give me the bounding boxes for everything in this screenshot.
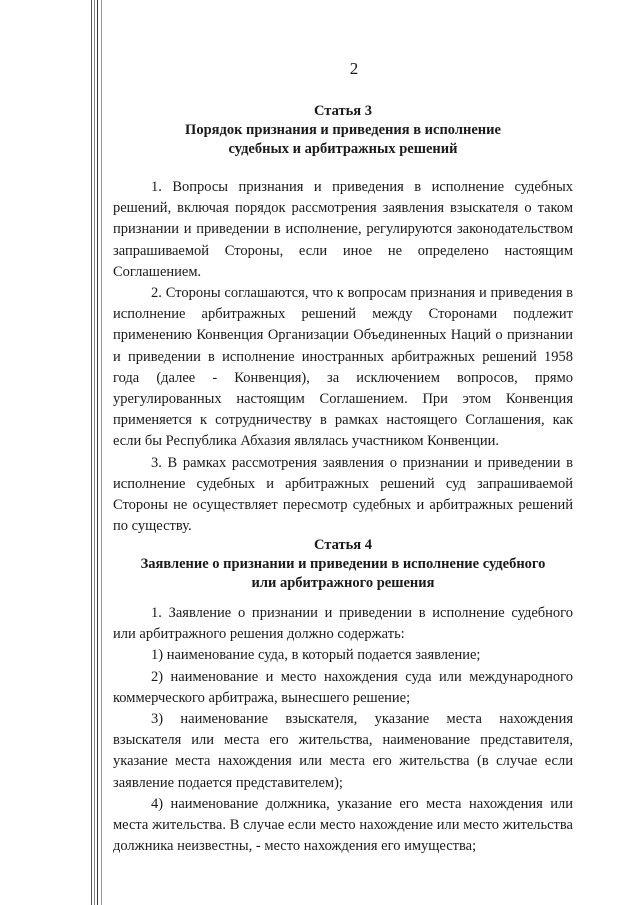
binding-line bbox=[91, 0, 92, 905]
article-4 bbox=[113, 536, 573, 593]
article-4-intro: 1. Заявление о признании и приведении в исполнение судебного или арбитражного решения должно содержать: bbox=[113, 605, 573, 643]
article-4-item-4: 4) наименование должника, указание его места нахождения или места жительства. В случае если место нахождение или место жительства должника неизвестны, - место нахождения его имущества; bbox=[113, 795, 573, 855]
article-3-paragraph-3: 3. В рамках рассмотрения заявления о признании и приведении в исполнение судебных и арбитражных решений суд запрашиваемой Стороны не осуществляет пересмотр судебных и арбитражных решений по существу. bbox=[113, 454, 573, 535]
article-4-title-line-2: или арбитражного решения bbox=[251, 575, 435, 591]
article-3-title-line-2: судебных и арбитражных решений bbox=[228, 141, 458, 157]
article-3-paragraph-2: 2. Стороны соглашаются, что к вопросам признания и приведения в исполнение арбитражных решений между Сторонами подлежит применению Конвенция Организации Объединенных Наций о признании и приведении в исполнение иностранных арбитражных решений 1958 года (далее - Конвенция), за исключением вопросов, прямо урегулированных настоящим Соглашением. При этом Конвенция применяется к сотрудничеству в рамках настоящего Соглашения, как если бы Республика Абхазия являлась участником Конвенции. bbox=[113, 285, 573, 450]
article-4-number: Статья 4 bbox=[314, 537, 372, 553]
binding-line bbox=[97, 0, 98, 905]
article-4-item-1: 1) наименование суда, в который подается заявление; bbox=[151, 647, 481, 664]
binding-line bbox=[101, 0, 102, 905]
article-3 bbox=[113, 102, 573, 159]
article-3-title-line-1: Порядок признания и приведения в исполнение bbox=[185, 122, 501, 138]
article-4-body bbox=[113, 603, 573, 857]
article-4-item-2: 2) наименование и место нахождения суда или международного коммерческого арбитража, вынесшего решение; bbox=[113, 668, 573, 706]
article-3-body bbox=[113, 177, 573, 537]
article-3-paragraph-1: 1. Вопросы признания и приведения в исполнение судебных решений, включая порядок рассмотрения заявления взыскателя о таком признании и приведении в исполнение, регулируются законодательством запрашиваемой Стороны, если иное не определено настоящим Соглашением. bbox=[113, 179, 573, 280]
page-number: 2 bbox=[349, 59, 359, 78]
article-4-title-line-1: Заявление о признании и приведении в исполнение судебного bbox=[140, 556, 546, 572]
article-3-heading bbox=[113, 102, 573, 159]
article-3-number: Статья 3 bbox=[314, 103, 372, 119]
article-4-heading bbox=[113, 536, 573, 593]
binding-line bbox=[94, 0, 95, 905]
article-4-item-3: 3) наименование взыскателя, указание места нахождения взыскателя или места его жительства, наименование представителя, указание места нахождения или места его жительства (в случае если заявление подается представителем); bbox=[113, 711, 573, 791]
